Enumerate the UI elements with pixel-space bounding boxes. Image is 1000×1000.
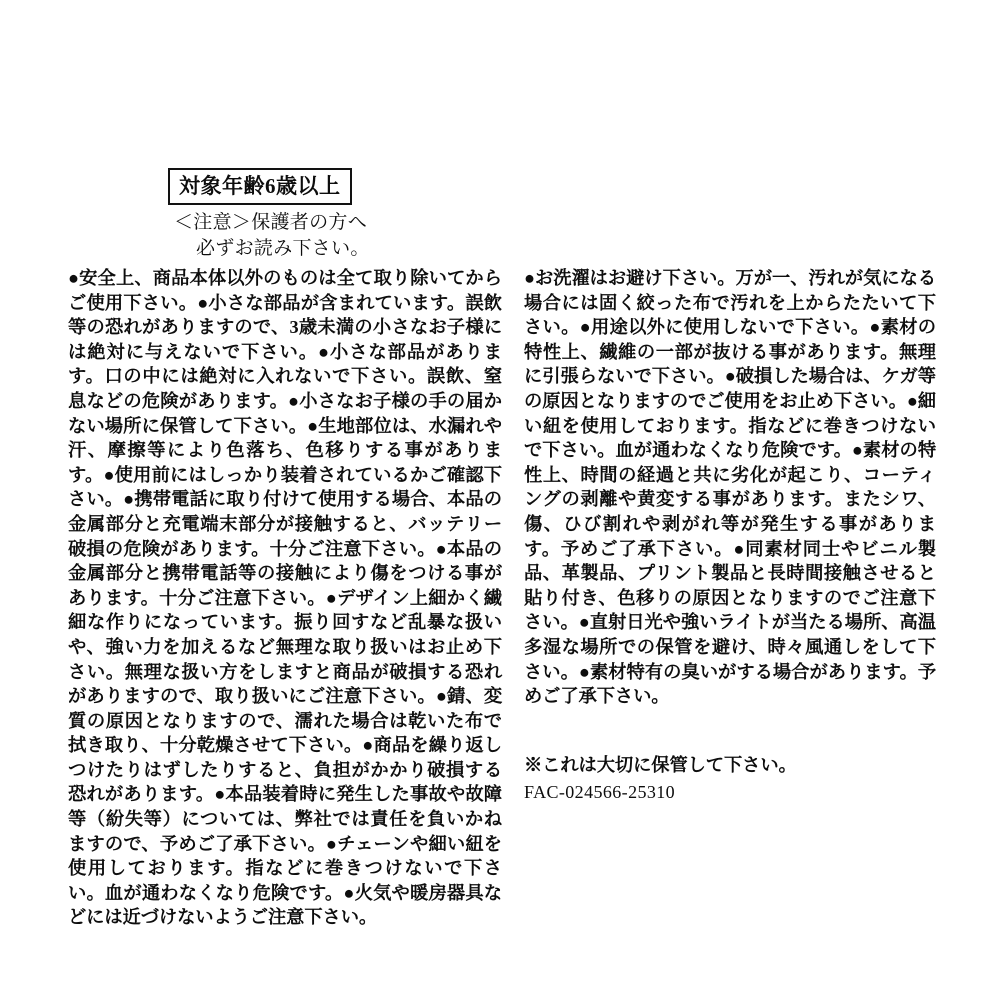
warning-paragraph-right: ●お洗濯はお避け下さい。万が一、汚れが気になる場合には固く絞った布で汚れを上からたたいて下さい。●用途以外に使用しないで下さい。●素材の特性上、繊維の一部が抜ける事があります。無理に引張らないで下さい。●破損した場合は、ケガ等の原因となりますのでご使用をお止め下さい。●細い紐を使用しております。指などに巻きつけないで下さい。血が通わなくなり危険です。●素材の特性上、時間の経過と共に劣化が起こり、コーティングの剥離や黄変する事があります。またシワ、傷、ひび割れや剥がれ等が発生する事があります。予めご了承下さい。●同素材同士やビニル製品、革製品、プリント製品と長時間接触させると貼り付き、色移りの原因となりますのでご注意下さい。●直射日光や強いライトが当たる場所、高温多湿な場所での保管を避け、時々風通しをして下さい。●素材特有の臭いがする場合があります。予めご了承下さい。: [524, 268, 936, 707]
warning-text-column-left: [68, 266, 502, 930]
warning-text-column-right: [524, 266, 936, 709]
caution-heading: [174, 210, 370, 261]
warning-paragraph-left: ●安全上、商品本体以外のものは全て取り除いてからご使用下さい。●小さな部品が含まれています。誤飲等の恐れがありますので、3歳未満の小さなお子様には絶対に与えないで下さい。●小さな部品があります。口の中には絶対に入れないで下さい。誤飲、窒息などの危険があります。●小さなお子様の手の届かない場所に保管して下さい。●生地部位は、水漏れや汗、摩擦等により色落ち、色移りする事があります。●使用前にはしっかり装着されているかご確認下さい。●携帯電話に取り付けて使用する場合、本品の金属部分と充電端末部分が接触すると、バッテリー破損の危険があります。十分ご注意下さい。●本品の金属部分と携帯電話等の接触により傷をつける事があります。十分ご注意下さい。●デザイン上細かく繊細な作りになっています。振り回すなど乱暴な扱いや、強い力を加えるなど無理な取り扱いはお止め下さい。無理な扱い方をしますと商品が破損する恐れがありますので、取り扱いにご注意下さい。●錆、変質の原因となりますので、濡れた場合は乾いた布で拭き取り、十分乾燥させて下さい。●商品を繰り返しつけたりはずしたりすると、負担がかかり破損する恐れがあります。●本品装着時に発生した事故や故障等（紛失等）については、弊社では責任を負いかねますので、予めご了承下さい。●チェーンや細い紐を使用しております。指などに巻きつけないで下さい。血が通わなくなり危険です。●火気や暖房器具などには近づけないようご注意下さい。: [68, 268, 502, 928]
caution-heading-line2: 必ずお読み下さい。: [196, 237, 370, 259]
document-code: FAC-024566-25310: [524, 782, 676, 802]
target-age-box: 対象年齢6歳以上: [168, 168, 352, 205]
caution-heading-line1: ＜注意＞保護者の方へ: [174, 212, 368, 233]
keep-this-note: ※これは大切に保管して下さい。: [524, 755, 797, 775]
